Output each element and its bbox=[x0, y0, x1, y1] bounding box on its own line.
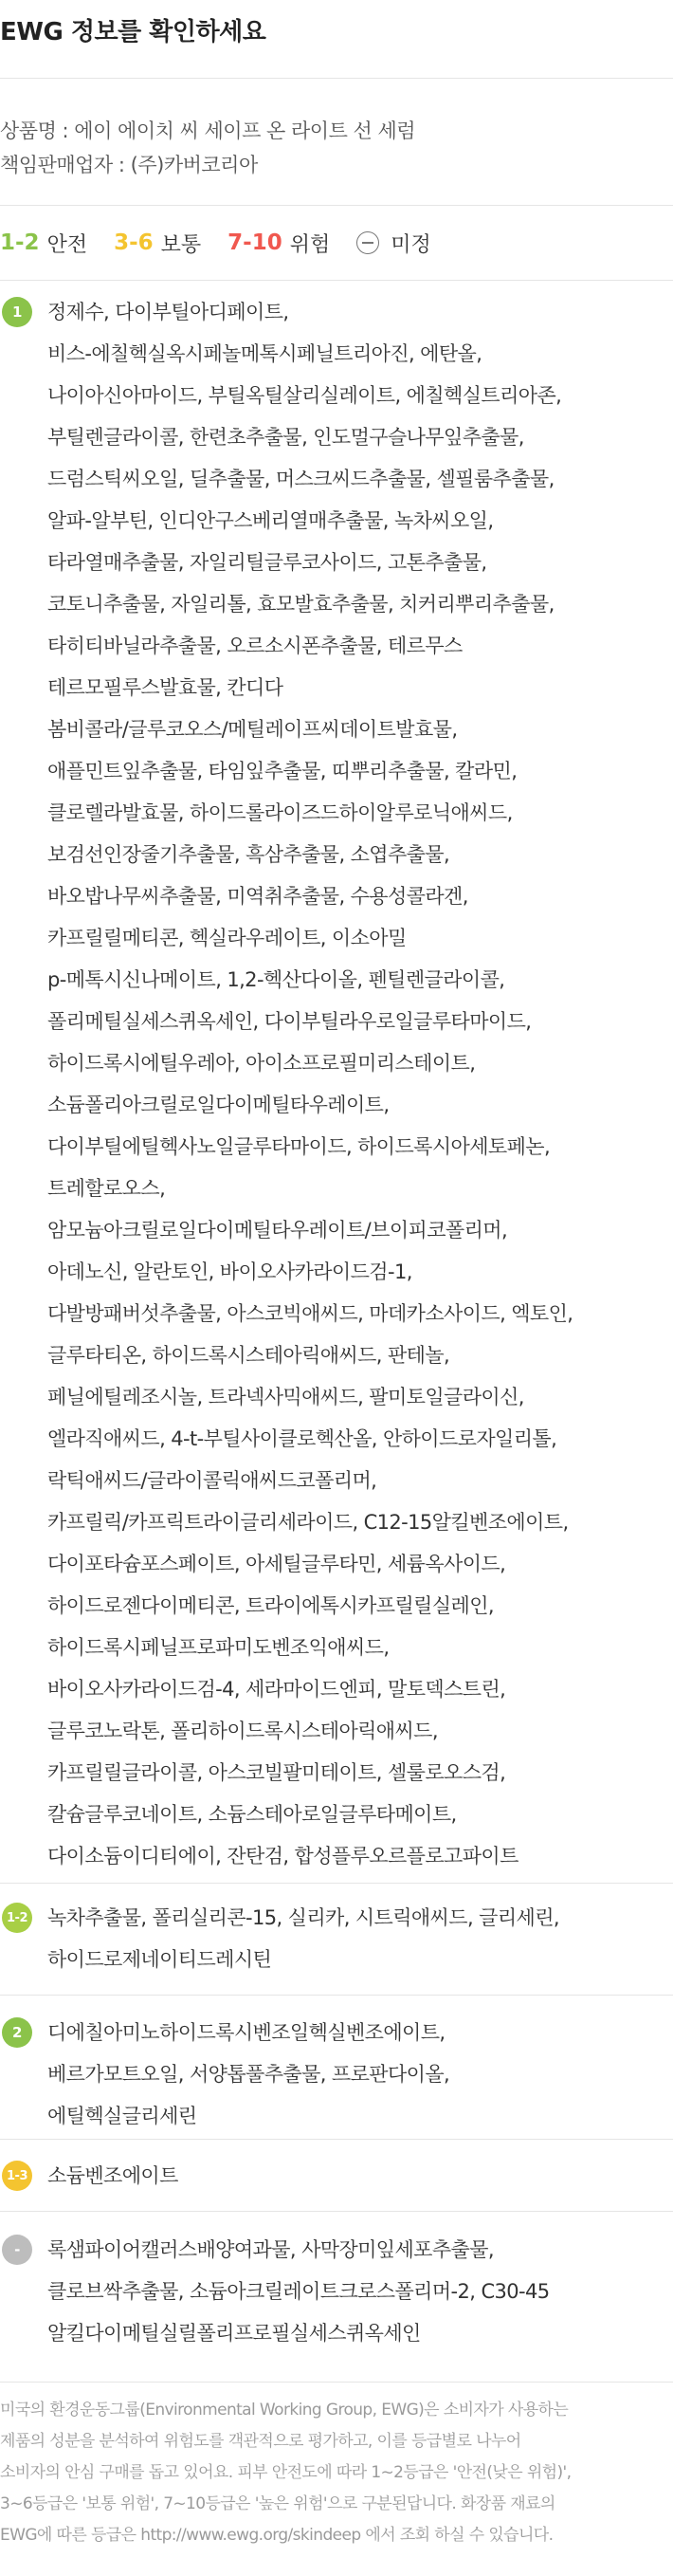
minus-circle-icon bbox=[356, 231, 379, 254]
ingredient-line: 에틸헥실글리세린 bbox=[47, 2105, 197, 2127]
ingredient-line: 카프릴릭/카프릭트라이글리세라이드, C12-15알킬벤조에이트, bbox=[47, 1511, 569, 1534]
ingredient-line: 베르가모트오일, 서양톱풀추출물, 프로판다이올, bbox=[47, 2063, 450, 2086]
ingredient-line: 트레할로오스, bbox=[47, 1177, 166, 1200]
grade-legend bbox=[0, 205, 673, 281]
ewg-description bbox=[0, 2395, 673, 2551]
ingredient-line: 아데노신, 알란토인, 바이오사카라이드검-1, bbox=[47, 1260, 412, 1283]
grade-badge: - bbox=[2, 2235, 32, 2265]
legend-unknown bbox=[356, 229, 431, 258]
ingredient-list bbox=[47, 1897, 671, 1980]
legend-moderate bbox=[114, 229, 201, 258]
ingredient-line: 클로렐라발효물, 하이드롤라이즈드하이알루로닉애씨드, bbox=[47, 801, 513, 824]
legend-label-hazard: 위험 bbox=[289, 232, 331, 257]
ingredient-line: 정제수, 다이부틸아디페이트, bbox=[47, 301, 289, 323]
ingredient-line: 바이오사카라이드검-4, 세라마이드엔피, 말토덱스트린, bbox=[47, 1678, 506, 1701]
page-title: EWG 정보를 확인하세요 bbox=[0, 18, 266, 46]
ingredient-line: 보검선인장줄기추출물, 흑삼추출물, 소엽추출물, bbox=[47, 843, 450, 866]
footnote-line: 3~6등급은 '보통 위험', 7~10등급은 '높은 위험'으로 구분된답니다. 화장품 재료의 bbox=[0, 2494, 555, 2513]
ingredient-line: 하이드록시페닐프로파미도벤조익애씨드, bbox=[47, 1636, 390, 1659]
ingredient-line: 봄비콜라/글루코오스/메틸레이프씨데이트발효물, bbox=[47, 718, 458, 741]
ingredient-line: 소듐벤조에이트 bbox=[47, 2164, 178, 2187]
ingredient-group-grade-2 bbox=[0, 1996, 673, 2140]
ingredient-list bbox=[47, 2155, 671, 2197]
grade-badge: 2 bbox=[2, 2017, 32, 2048]
ingredient-line: 락틱애씨드/글라이콜릭애씨드코폴리머, bbox=[47, 1469, 377, 1492]
footnote-line: 소비자의 안심 구매를 돕고 있어요. 피부 안전도에 따라 1~2등급은 '안전(낮은 위험)', bbox=[0, 2463, 572, 2482]
legend-range-moderate: 3-6 bbox=[114, 230, 154, 255]
ingredient-line: 녹차추출물, 폴리실리콘-15, 실리카, 시트릭애씨드, 글리세린, bbox=[47, 1906, 559, 1929]
ingredient-line: 코토니추출물, 자일리톨, 효모발효추출물, 치커리뿌리추출물, bbox=[47, 593, 555, 616]
ingredient-line: 페닐에틸레조시놀, 트라넥사믹애씨드, 팔미토일글라이신, bbox=[47, 1386, 524, 1408]
ingredient-line: 다발방패버섯추출물, 아스코빅애씨드, 마데카소사이드, 엑토인, bbox=[47, 1302, 573, 1325]
ingredient-line: 타히티바닐라추출물, 오르소시폰추출물, 테르무스 bbox=[47, 635, 463, 657]
ingredient-line: 클로브싹추출물, 소듐아크릴레이트크로스폴리머-2, C30-45 bbox=[47, 2280, 550, 2303]
footnote-line: EWG에 따른 등급은 http://www.ewg.org/skindeep 에서 조회 하실 수 있습니다. bbox=[0, 2526, 554, 2545]
ingredient-line: 록샘파이어캘러스배양여과물, 사막장미잎세포추출물, bbox=[47, 2238, 495, 2261]
ingredient-line: 글루코노락톤, 폴리하이드록시스테아릭애씨드, bbox=[47, 1720, 438, 1742]
ingredient-line: 다이부틸에틸헥사노일글루타마이드, 하이드록시아세토페논, bbox=[47, 1135, 551, 1158]
responsible-seller: 책임판매업자 : (주)카버코리아 bbox=[0, 154, 258, 176]
ingredient-line: 글루타티온, 하이드록시스테아릭애씨드, 판테놀, bbox=[47, 1344, 450, 1367]
ingredient-group-grade-1-3 bbox=[0, 2140, 673, 2212]
ingredient-list bbox=[47, 2012, 671, 2137]
ingredient-group-grade-1-2 bbox=[0, 1884, 673, 1996]
ingredient-line: 칼슘글루코네이트, 소듐스테아로일글루타메이트, bbox=[47, 1803, 457, 1826]
legend-label-unknown: 미정 bbox=[391, 232, 431, 257]
ingredient-line: 다이포타슘포스페이트, 아세틸글루타민, 세륨옥사이드, bbox=[47, 1553, 506, 1575]
ingredient-line: 카프릴릴메티콘, 헥실라우레이트, 이소아밀 bbox=[47, 927, 407, 949]
ingredient-line: 하이드로젠다이메티콘, 트라이에톡시카프릴릴실레인, bbox=[47, 1594, 495, 1617]
ingredient-group-grade-unknown bbox=[0, 2212, 673, 2383]
ingredient-line: 다이소듐이디티에이, 잔탄검, 합성플루오르플로고파이트 bbox=[47, 1845, 518, 1868]
ingredient-line: 알킬다이메틸실릴폴리프로필실세스퀴옥세인 bbox=[47, 2322, 421, 2345]
ingredient-line: 알파-알부틴, 인디안구스베리열매추출물, 녹차씨오일, bbox=[47, 509, 494, 532]
ingredient-line: 하이드로제네이티드레시틴 bbox=[47, 1948, 272, 1971]
legend-safe bbox=[0, 229, 87, 258]
ingredient-list bbox=[47, 291, 671, 1877]
title-bar bbox=[0, 0, 673, 79]
ingredient-line: p-메톡시신나메이트, 1,2-헥산다이올, 펜틸렌글라이콜, bbox=[47, 968, 505, 991]
grade-badge: 1-3 bbox=[2, 2161, 32, 2191]
footnote-line: 미국의 환경운동그룹(Environmental Working Group, EWG)은 소비자가 사용하는 bbox=[0, 2401, 569, 2420]
legend-label-safe: 안전 bbox=[46, 232, 88, 257]
ingredient-line: 바오밥나무씨추출물, 미역취추출물, 수용성콜라겐, bbox=[47, 885, 468, 908]
legend-range-safe: 1-2 bbox=[0, 230, 40, 255]
ingredient-group-grade-1 bbox=[0, 281, 673, 1884]
ingredient-line: 암모늄아크릴로일다이메틸타우레이트/브이피코폴리머, bbox=[47, 1219, 508, 1242]
ingredient-line: 테르모필루스발효물, 칸디다 bbox=[47, 676, 283, 699]
ingredient-line: 디에칠아미노하이드록시벤조일헥실벤조에이트, bbox=[47, 2021, 446, 2044]
ingredient-line: 드럼스틱씨오일, 딜추출물, 머스크씨드추출물, 셀필룸추출물, bbox=[47, 468, 555, 490]
legend-hazard bbox=[227, 229, 330, 258]
ingredient-line: 애플민트잎추출물, 타임잎추출물, 띠뿌리추출물, 칼라민, bbox=[47, 760, 518, 782]
ingredient-line: 소듐폴리아크릴로일다이메틸타우레이트, bbox=[47, 1094, 390, 1116]
grade-badge: 1-2 bbox=[2, 1903, 32, 1933]
ingredient-line: 엘라직애씨드, 4-t-부틸사이클로헥산올, 안하이드로자일리톨, bbox=[47, 1427, 557, 1450]
ingredient-line: 부틸렌글라이콜, 한련초추출물, 인도멀구슬나무잎추출물, bbox=[47, 426, 524, 449]
ingredient-line: 나이아신아마이드, 부틸옥틸살리실레이트, 에칠헥실트리아존, bbox=[47, 384, 562, 407]
grade-badge: 1 bbox=[2, 297, 32, 327]
legend-label-moderate: 보통 bbox=[160, 232, 202, 257]
footnote-line: 제품의 성분을 분석하여 위험도를 객관적으로 평가하고, 이를 등급별로 나누어 bbox=[0, 2432, 521, 2451]
ingredient-line: 하이드록시에틸우레아, 아이소프로필미리스테이트, bbox=[47, 1052, 476, 1075]
legend-range-hazard: 7-10 bbox=[227, 230, 282, 255]
ingredient-line: 카프릴릴글라이콜, 아스코빌팔미테이트, 셀룰로오스검, bbox=[47, 1761, 506, 1784]
product-info bbox=[0, 114, 673, 205]
ingredient-line: 타라열매추출물, 자일리틸글루코사이드, 고톤추출물, bbox=[47, 551, 487, 574]
ingredient-line: 폴리메틸실세스퀴옥세인, 다이부틸라우로일글루타마이드, bbox=[47, 1010, 532, 1033]
product-name: 상품명 : 에이 에이치 씨 세이프 온 라이트 선 세럼 bbox=[0, 120, 416, 142]
ingredient-list bbox=[47, 2229, 671, 2354]
ingredient-line: 비스-에칠헥실옥시페놀메톡시페닐트리아진, 에탄올, bbox=[47, 342, 482, 365]
